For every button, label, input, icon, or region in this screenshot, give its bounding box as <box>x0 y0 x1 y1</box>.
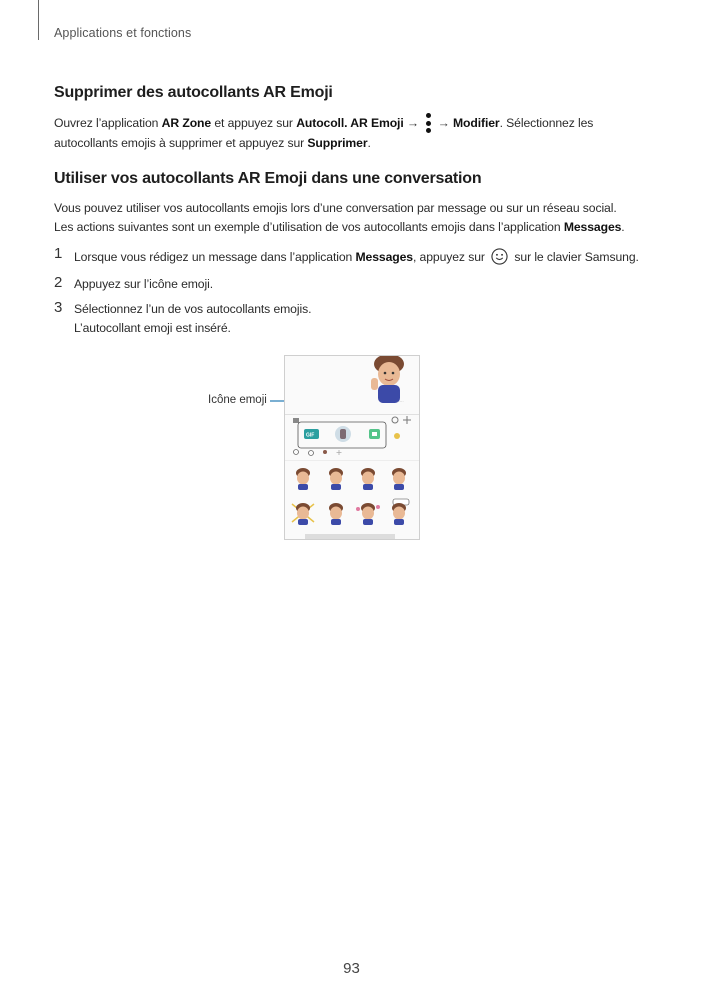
emoji-smile-icon <box>491 248 508 265</box>
messages-keyboard-illustration <box>285 356 419 539</box>
section-title-delete: Supprimer des autocollants AR Emoji <box>54 84 333 101</box>
section-title-use: Utiliser vos autocollants AR Emoji dans une conversation <box>54 170 482 187</box>
running-header: Applications et fonctions <box>54 26 192 40</box>
callout-label-emoji-icon: Icône emoji <box>208 394 267 406</box>
gif-label: GIF <box>306 432 315 439</box>
more-options-icon <box>425 112 431 134</box>
header-divider <box>38 0 39 40</box>
sent-sticker <box>371 356 404 403</box>
page-number: 93 <box>343 960 360 977</box>
paragraph-intro: Vous pouvez utiliser vos autocollants emojis lors d’une conversation par message ou sur un réseau social. Les actions suivantes sont un exemple d’utilisation de vos autocollants emojis dans l’application Messages. <box>54 201 625 234</box>
sticker-grid <box>292 468 409 539</box>
phone-screenshot <box>284 355 420 540</box>
svg-text:·····: ····· <box>397 399 404 404</box>
paragraph-delete: Ouvrez l’application AR Zone et appuyez sur Autocoll. AR Emoji → → Modifier. Sélectionnez les autocollants emojis à supprimer et appuyez sur Supprimer. <box>54 112 654 153</box>
